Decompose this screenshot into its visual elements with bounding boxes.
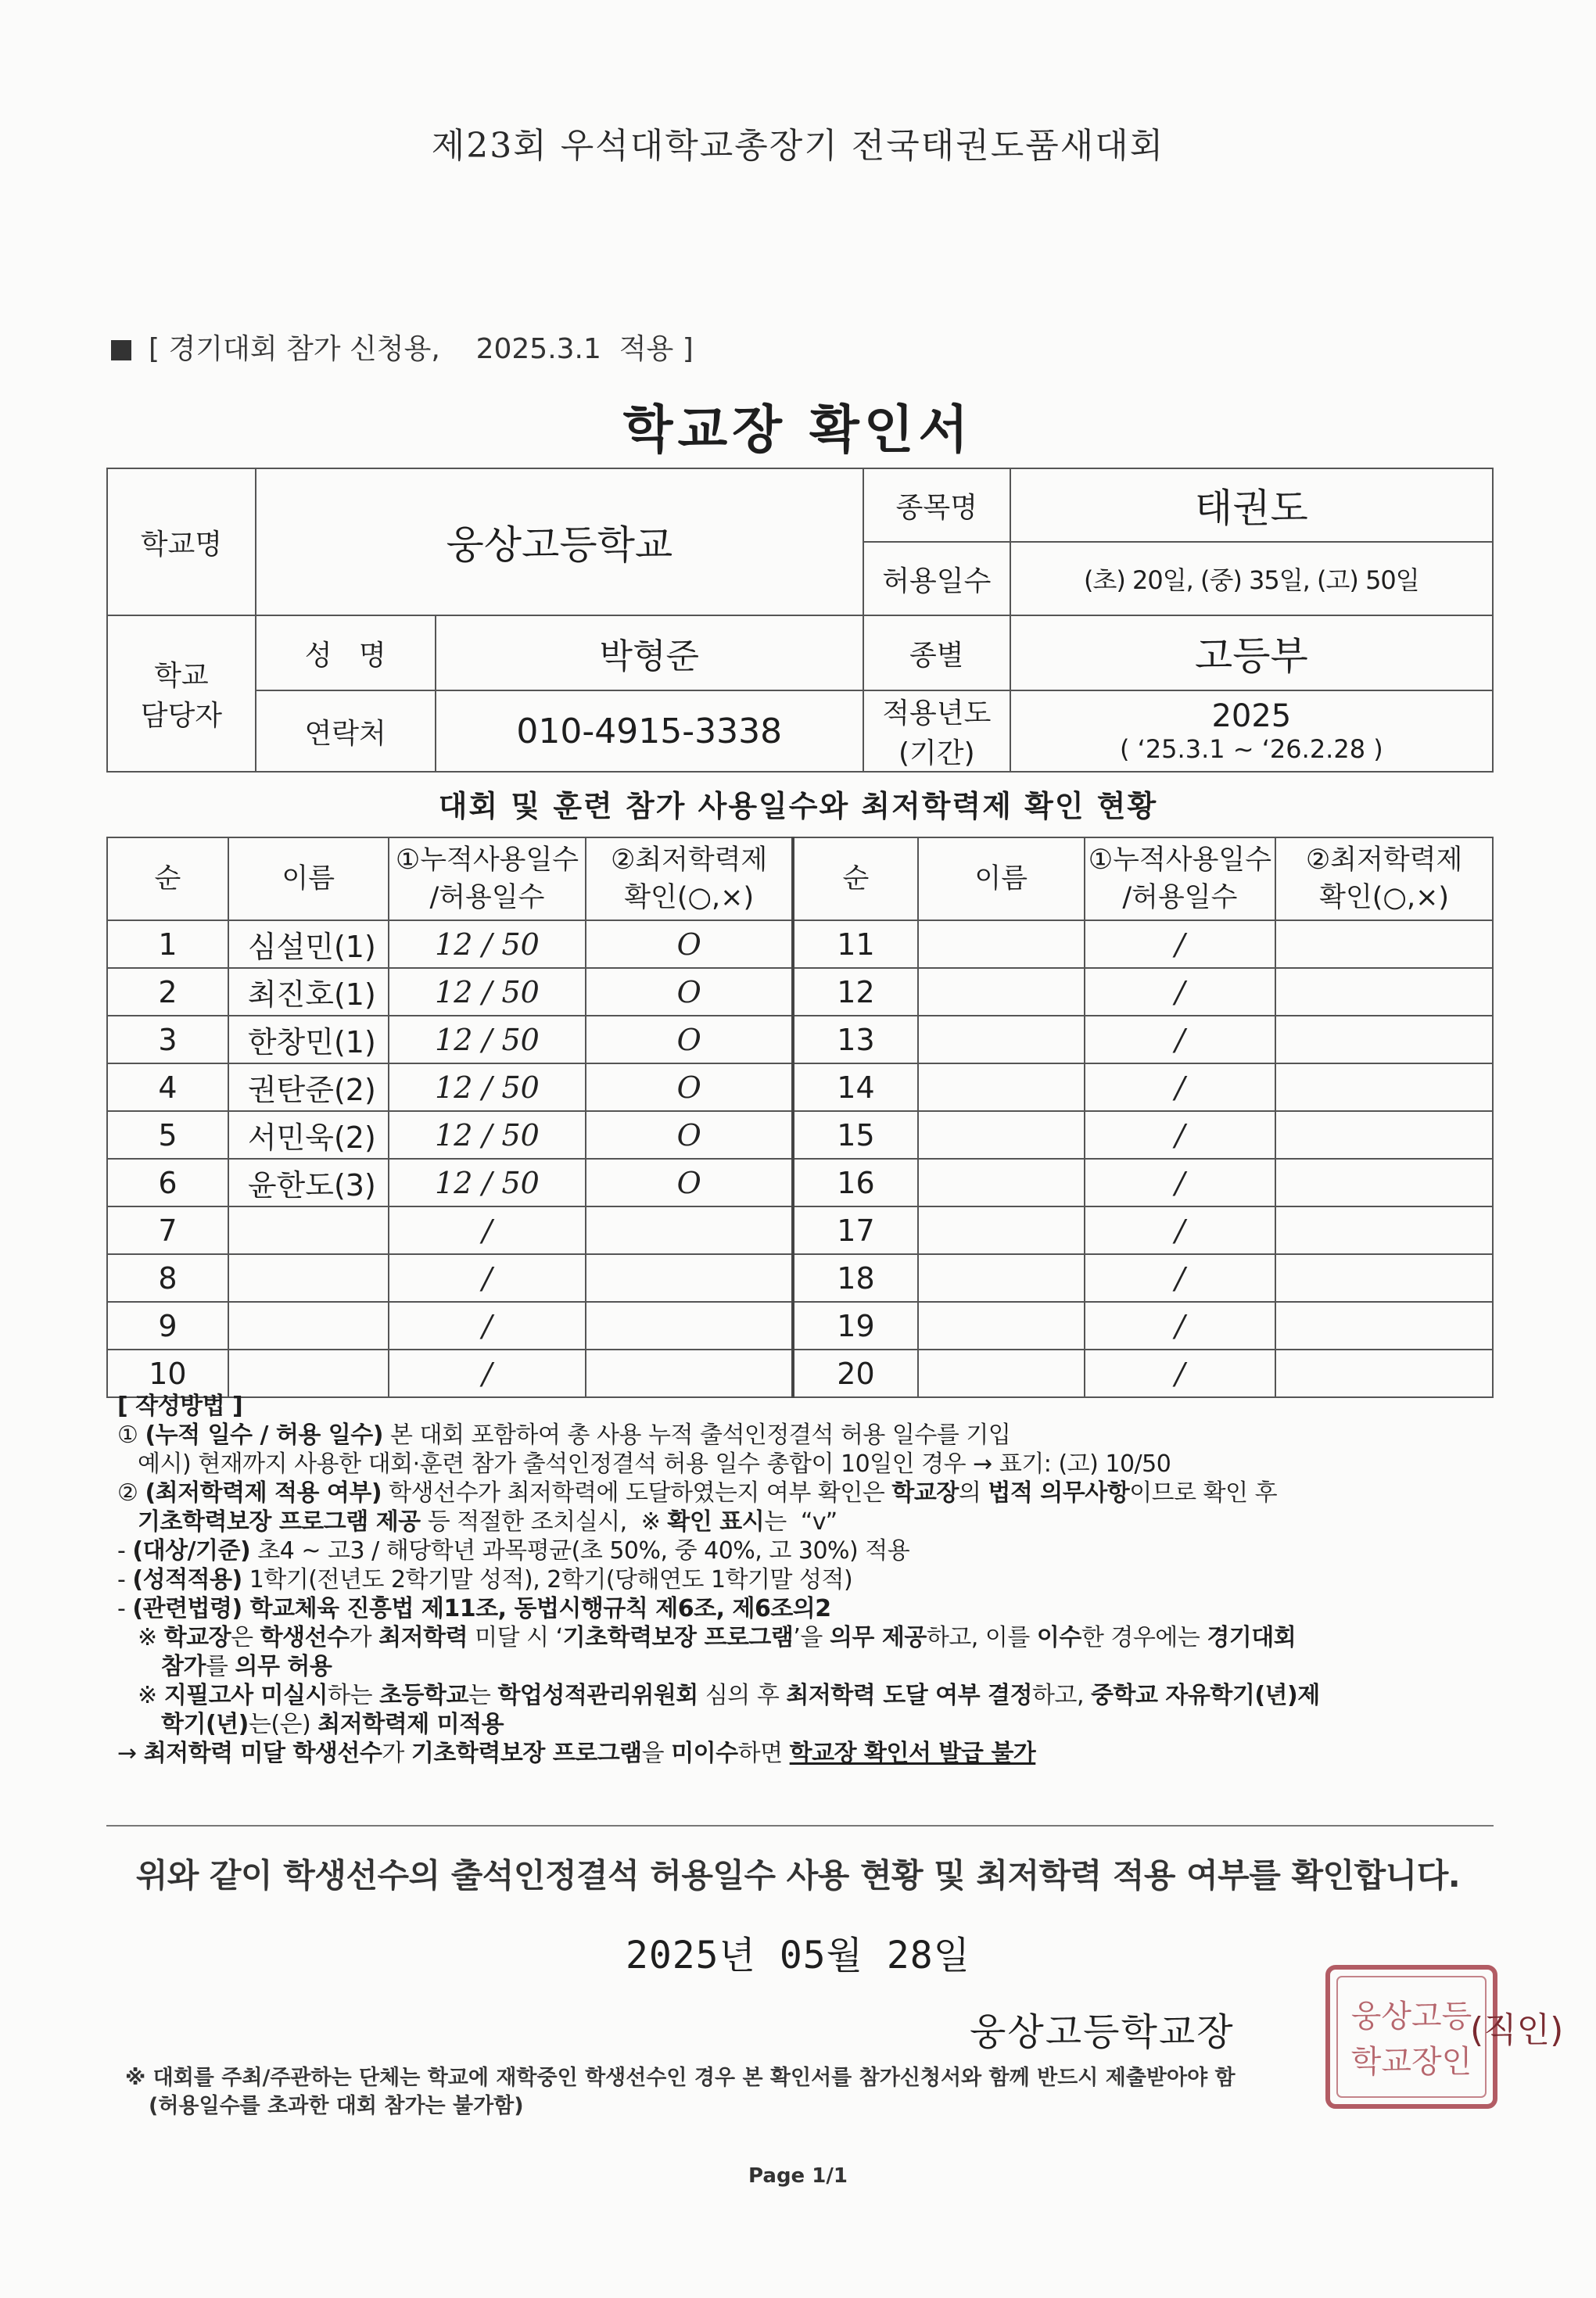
student-name [918, 968, 1085, 1016]
row-number: 7 [107, 1206, 228, 1254]
used-days: / [1085, 1254, 1276, 1302]
student-name [228, 1302, 389, 1350]
used-days: / [1085, 1159, 1276, 1206]
manager-label-line2: 담당자 [140, 700, 223, 732]
student-name [918, 1016, 1085, 1063]
min-academic-check: O [586, 1016, 793, 1063]
roster-row [107, 1016, 1493, 1063]
header-no: 순 [107, 837, 228, 920]
min-academic-check [586, 1302, 793, 1350]
footer-note-line1: ※ 대회를 주최/주관하는 단체는 학교에 재학중인 학생선수인 경우 본 확인서를 참가신청서와 함께 반드시 제출받아야 함 [125, 2066, 1236, 2090]
min-academic-check: O [586, 920, 793, 968]
row-number: 15 [793, 1111, 918, 1159]
manager-name-value: 박형준 [436, 615, 863, 690]
student-name [228, 1206, 389, 1254]
student-name: 권탄준(2) [228, 1063, 389, 1111]
min-academic-check [1275, 1063, 1493, 1111]
student-name: 최진호(1) [228, 968, 389, 1016]
student-name [918, 1063, 1085, 1111]
used-days: 12 / 50 [389, 1111, 586, 1159]
row-number: 14 [793, 1063, 918, 1111]
manager-name-label: 성 명 [256, 615, 436, 690]
min-academic-check: O [586, 968, 793, 1016]
student-name: 한창민(1) [228, 1016, 389, 1063]
header-name-right: 이름 [918, 837, 1085, 920]
header-name: 이름 [228, 837, 389, 920]
writing-instructions [117, 1392, 1494, 1768]
used-days: / [1085, 1302, 1276, 1350]
header-min-right-line1: ②최저학력제 [1305, 844, 1463, 876]
form-usage-note [111, 327, 694, 367]
min-academic-check: O [586, 1111, 793, 1159]
year-number: 2025 [1211, 698, 1292, 734]
student-name [918, 1302, 1085, 1350]
instruction-line: 기초학력보장 프로그램 제공 등 적절한 조치실시, ※ 확인 표시는 “v” [138, 1508, 837, 1536]
manager-label-line1: 학교 [154, 660, 209, 692]
row-number: 6 [107, 1159, 228, 1206]
row-number: 9 [107, 1302, 228, 1350]
min-academic-check [1275, 1111, 1493, 1159]
used-days: / [389, 1350, 586, 1397]
seal-text-top: 웅상고등 [1350, 1999, 1472, 2035]
allowed-days-value: (초) 20일, (중) 35일, (고) 50일 [1010, 542, 1493, 615]
min-academic-check [1275, 920, 1493, 968]
manager-label [107, 615, 256, 772]
used-days: 12 / 50 [389, 920, 586, 968]
issue-date: 2025년 05월 28일 [625, 1934, 971, 1977]
row-number: 3 [107, 1016, 228, 1063]
instruction-line: ② (최저학력제 적용 여부) 학생선수가 최저학력에 도달하였는지 여부 확인은 학교장의 법적 의무사항이므로 확인 후 [117, 1479, 1278, 1507]
footer-note [125, 2064, 1486, 2121]
roster-row [107, 1063, 1493, 1111]
footer-note-line2: (허용일수를 초과한 대회 참가는 불가함) [149, 2094, 524, 2118]
header-days-right-line2: /허용일수 [1122, 882, 1238, 913]
min-academic-check [1275, 1350, 1493, 1397]
seal-text-bottom: 학교장인 [1350, 2044, 1472, 2080]
row-number: 20 [793, 1350, 918, 1397]
roster-row [107, 1159, 1493, 1206]
year-label-line2: (기간) [898, 737, 975, 769]
header-days-line2: /허용일수 [429, 882, 545, 913]
principal-title: 웅상고등학교장 [970, 2010, 1235, 2054]
student-name: 심설민(1) [228, 920, 389, 968]
used-days: 12 / 50 [389, 1016, 586, 1063]
row-number: 2 [107, 968, 228, 1016]
contact-label: 연락처 [256, 690, 436, 772]
student-name [918, 920, 1085, 968]
header-min-right [1275, 837, 1493, 920]
form-usage-text: [ 경기대회 참가 신청용, 2025.3.1 적용 ] [149, 333, 694, 365]
min-academic-check [1275, 1206, 1493, 1254]
used-days: / [1085, 1111, 1276, 1159]
student-name [918, 1206, 1085, 1254]
student-name: 서민욱(2) [228, 1111, 389, 1159]
min-academic-check [586, 1254, 793, 1302]
student-name [918, 1350, 1085, 1397]
row-number: 13 [793, 1016, 918, 1063]
used-days: / [1085, 1206, 1276, 1254]
min-academic-check: O [586, 1159, 793, 1206]
student-name [918, 1254, 1085, 1302]
roster-row [107, 968, 1493, 1016]
roster-header-row [107, 837, 1493, 920]
school-name-label: 학교명 [107, 468, 256, 615]
used-days: 12 / 50 [389, 1063, 586, 1111]
school-name-value: 웅상고등학교 [256, 468, 863, 615]
header-min-academic [586, 837, 793, 920]
min-academic-check [586, 1206, 793, 1254]
confirmation-statement: 위와 같이 학생선수의 출석인정결석 허용일수 사용 현황 및 최저학력 적용 여부를 확인합니다. [135, 1856, 1461, 1895]
used-days: / [1085, 1016, 1276, 1063]
student-name [228, 1254, 389, 1302]
category-value: 고등부 [1010, 615, 1493, 690]
contact-value: 010-4915-3338 [436, 690, 863, 772]
used-days: / [389, 1254, 586, 1302]
year-label-line1: 적용년도 [882, 697, 992, 730]
instruction-line: 예시) 현재까지 사용한 대회·훈련 참가 출석인정결석 허용 일수 총합이 10일인 경우 → 표기: (고) 10/50 [138, 1450, 1171, 1478]
instruction-line: ※ 학교장은 학생선수가 최저학력 미달 시 ‘기초학력보장 프로그램’을 의무 제공하고, 이를 이수한 경우에는 경기대회 [138, 1624, 1297, 1651]
event-title: 제23회 우석대학교총장기 전국태권도품새대회 [431, 126, 1165, 166]
row-number: 8 [107, 1254, 228, 1302]
instruction-line: 참가를 의무 허용 [161, 1653, 332, 1680]
used-days: 12 / 50 [389, 1159, 586, 1206]
instruction-line: - (대상/기준) 초4 ~ 고3 / 해당학년 과목평균(초 50%, 중 40%, 고 30%) 적용 [117, 1537, 910, 1565]
row-number: 19 [793, 1302, 918, 1350]
header-no-right: 순 [793, 837, 918, 920]
header-min-line2: 확인(○,×) [624, 882, 755, 913]
roster-table [106, 837, 1494, 1398]
header-min-line1: ②최저학력제 [610, 844, 768, 876]
row-number: 5 [107, 1111, 228, 1159]
header-min-right-line2: 확인(○,×) [1319, 882, 1450, 913]
divider-line [106, 1825, 1494, 1827]
row-number: 10 [107, 1350, 228, 1397]
min-academic-check [1275, 1016, 1493, 1063]
instruction-line: - (성적적용) 1학기(전년도 2학기말 성적), 2학기(당해연도 1학기말 성적) [117, 1566, 853, 1594]
roster-row [107, 1302, 1493, 1350]
used-days: / [1085, 1350, 1276, 1397]
student-name [918, 1159, 1085, 1206]
used-days: / [1085, 1063, 1276, 1111]
header-days-right-line1: ①누적사용일수 [1088, 844, 1272, 876]
min-academic-check: O [586, 1063, 793, 1111]
year-value [1010, 690, 1493, 772]
student-name: 윤한도(3) [228, 1159, 389, 1206]
min-academic-check [586, 1350, 793, 1397]
instruction-line: - (관련법령) 학교체육 진흥법 제11조, 동법시행규칙 제6조, 제6조의2 [117, 1595, 831, 1622]
school-info-table [106, 468, 1494, 773]
used-days: / [1085, 920, 1276, 968]
used-days: / [389, 1302, 586, 1350]
page-number: Page 1/1 [748, 2164, 848, 2188]
square-bullet-icon [111, 340, 131, 360]
row-number: 16 [793, 1159, 918, 1206]
row-number: 17 [793, 1206, 918, 1254]
sport-value: 태권도 [1010, 468, 1493, 542]
min-academic-check [1275, 1159, 1493, 1206]
min-academic-check [1275, 1254, 1493, 1302]
row-number: 4 [107, 1063, 228, 1111]
allowed-days-label: 허용일수 [863, 542, 1010, 615]
roster-row [107, 1111, 1493, 1159]
sport-label: 종목명 [863, 468, 1010, 542]
seal-mark-label: (직인) [1470, 2010, 1564, 2050]
row-number: 12 [793, 968, 918, 1016]
min-academic-check [1275, 1302, 1493, 1350]
year-period: ( ‘25.3.1 ~ ‘26.2.28 ) [1119, 734, 1383, 764]
student-name [918, 1111, 1085, 1159]
instruction-line: → 최저학력 미달 학생선수가 기초학력보장 프로그램을 미이수하면 학교장 확인서 발급 불가 [117, 1740, 1036, 1767]
used-days: / [389, 1206, 586, 1254]
used-days: / [1085, 968, 1276, 1016]
section-title: 대회 및 훈련 참가 사용일수와 최저학력제 확인 현황 [438, 789, 1158, 823]
row-number: 11 [793, 920, 918, 968]
min-academic-check [1275, 968, 1493, 1016]
roster-row [107, 1350, 1493, 1397]
instruction-line: 학기(년)는(은) 최저학력제 미적용 [161, 1711, 504, 1738]
category-label: 종별 [863, 615, 1010, 690]
used-days: 12 / 50 [389, 968, 586, 1016]
header-days-right [1085, 837, 1276, 920]
roster-row [107, 920, 1493, 968]
year-label [863, 690, 1010, 772]
instruction-line: ※ 지필고사 미실시하는 초등학교는 학업성적관리위원회 심의 후 최저학력 도달 여부 결정하고, 중학교 자유학기(년)제 [138, 1682, 1320, 1709]
header-days [389, 837, 586, 920]
student-name [228, 1350, 389, 1397]
row-number: 1 [107, 920, 228, 968]
row-number: 18 [793, 1254, 918, 1302]
header-days-line1: ①누적사용일수 [395, 844, 579, 876]
instruction-line: ① (누적 일수 / 허용 일수) 본 대회 포함하여 총 사용 누적 출석인정결석 허용 일수를 기입 [117, 1421, 1011, 1449]
instructions-heading: [ 작성방법 ] [117, 1393, 243, 1420]
roster-row [107, 1206, 1493, 1254]
roster-row [107, 1254, 1493, 1302]
document-title: 학교장 확인서 [622, 400, 974, 460]
